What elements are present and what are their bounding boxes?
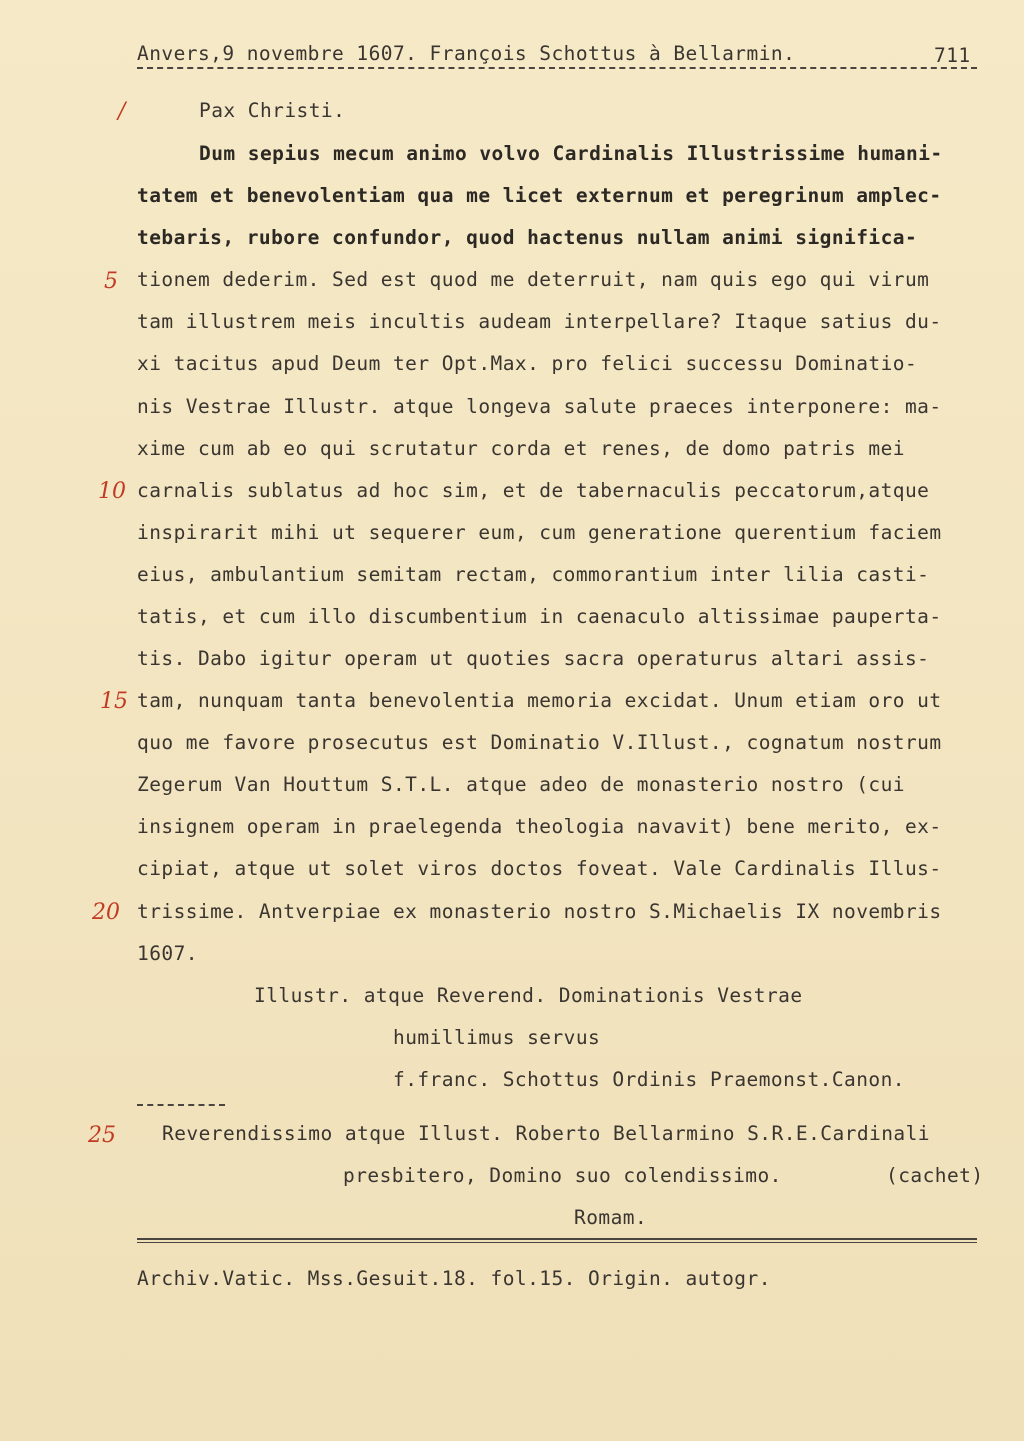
body-line-1: Dum sepius mecum animo volvo Cardinalis Illustrissime humani- bbox=[199, 142, 943, 165]
body-line-5: tam illustrem meis incultis audeam interpellare? Itaque satius du- bbox=[137, 310, 942, 333]
margin-line-25: 25 bbox=[88, 1123, 116, 1148]
page-number: 711 bbox=[934, 44, 971, 67]
header-title: Anvers,9 novembre 1607. François Schottus à Bellarmin. bbox=[137, 42, 796, 65]
margin-slash: / bbox=[118, 99, 126, 124]
body-line-4: tionem dederim. Sed est quod me deterruit, nam quis ego qui virum bbox=[137, 268, 930, 291]
body-line-14: tam, nunquam tanta benevolentia memoria excidat. Unum etiam oro ut bbox=[137, 689, 942, 712]
margin-line-5: 5 bbox=[104, 269, 118, 294]
closing-line-2: humillimus servus bbox=[393, 1026, 601, 1049]
footer-rule-thin bbox=[137, 1242, 977, 1243]
closing-line-1: Illustr. atque Reverend. Dominationis Vestrae bbox=[254, 984, 803, 1007]
signature-line: f.franc. Schottus Ordinis Praemonst.Canon. bbox=[393, 1068, 905, 1091]
body-line-10: inspirarit mihi ut sequerer eum, cum generatione querentium faciem bbox=[137, 521, 942, 544]
body-line-8: xime cum ab eo qui scrutatur corda et renes, de domo patris mei bbox=[137, 437, 905, 460]
address-line-3: Romam. bbox=[574, 1206, 648, 1229]
body-line-16: Zegerum Van Houttum S.T.L. atque adeo de monasterio nostro (cui bbox=[137, 773, 905, 796]
margin-line-15: 15 bbox=[100, 689, 128, 714]
header-rule bbox=[137, 67, 977, 69]
body-line-20: 1607. bbox=[137, 942, 198, 965]
cachet-note: (cachet) bbox=[886, 1164, 984, 1187]
separator-dashes bbox=[137, 1104, 225, 1106]
body-line-12: tatis, et cum illo discumbentium in caenaculo altissimae pauperta- bbox=[137, 605, 942, 628]
salutation: Pax Christi. bbox=[199, 99, 346, 122]
body-line-17: insignem operam in praelegenda theologia navavit) bene merito, ex- bbox=[137, 815, 942, 838]
footer-rule bbox=[137, 1238, 977, 1240]
margin-line-10: 10 bbox=[98, 479, 126, 504]
body-line-19: trissime. Antverpiae ex monasterio nostro S.Michaelis IX novembris bbox=[137, 900, 942, 923]
address-line-2: presbitero, Domino suo colendissimo. bbox=[343, 1164, 782, 1187]
body-line-7: nis Vestrae Illustr. atque longeva salute praeces interponere: ma- bbox=[137, 395, 942, 418]
body-line-11: eius, ambulantium semitam rectam, commorantium inter lilia casti- bbox=[137, 563, 930, 586]
source-citation: Archiv.Vatic. Mss.Gesuit.18. fol.15. Origin. autogr. bbox=[137, 1267, 771, 1290]
body-line-13: tis. Dabo igitur operam ut quoties sacra operaturus altari assis- bbox=[137, 647, 930, 670]
address-line-1: Reverendissimo atque Illust. Roberto Bellarmino S.R.E.Cardinali bbox=[162, 1122, 930, 1145]
body-line-15: quo me favore prosecutus est Dominatio V.Illust., cognatum nostrum bbox=[137, 731, 942, 754]
margin-line-20: 20 bbox=[92, 900, 120, 925]
body-line-6: xi tacitus apud Deum ter Opt.Max. pro felici successu Dominatio- bbox=[137, 352, 918, 375]
body-line-18: cipiat, atque ut solet viros doctos foveat. Vale Cardinalis Illus- bbox=[137, 857, 942, 880]
body-line-3: tebaris, rubore confundor, quod hactenus nullam animi significa- bbox=[137, 226, 918, 249]
body-line-9: carnalis sublatus ad hoc sim, et de tabernaculis peccatorum,atque bbox=[137, 479, 930, 502]
body-line-2: tatem et benevolentiam qua me licet externum et peregrinum amplec- bbox=[137, 184, 942, 207]
